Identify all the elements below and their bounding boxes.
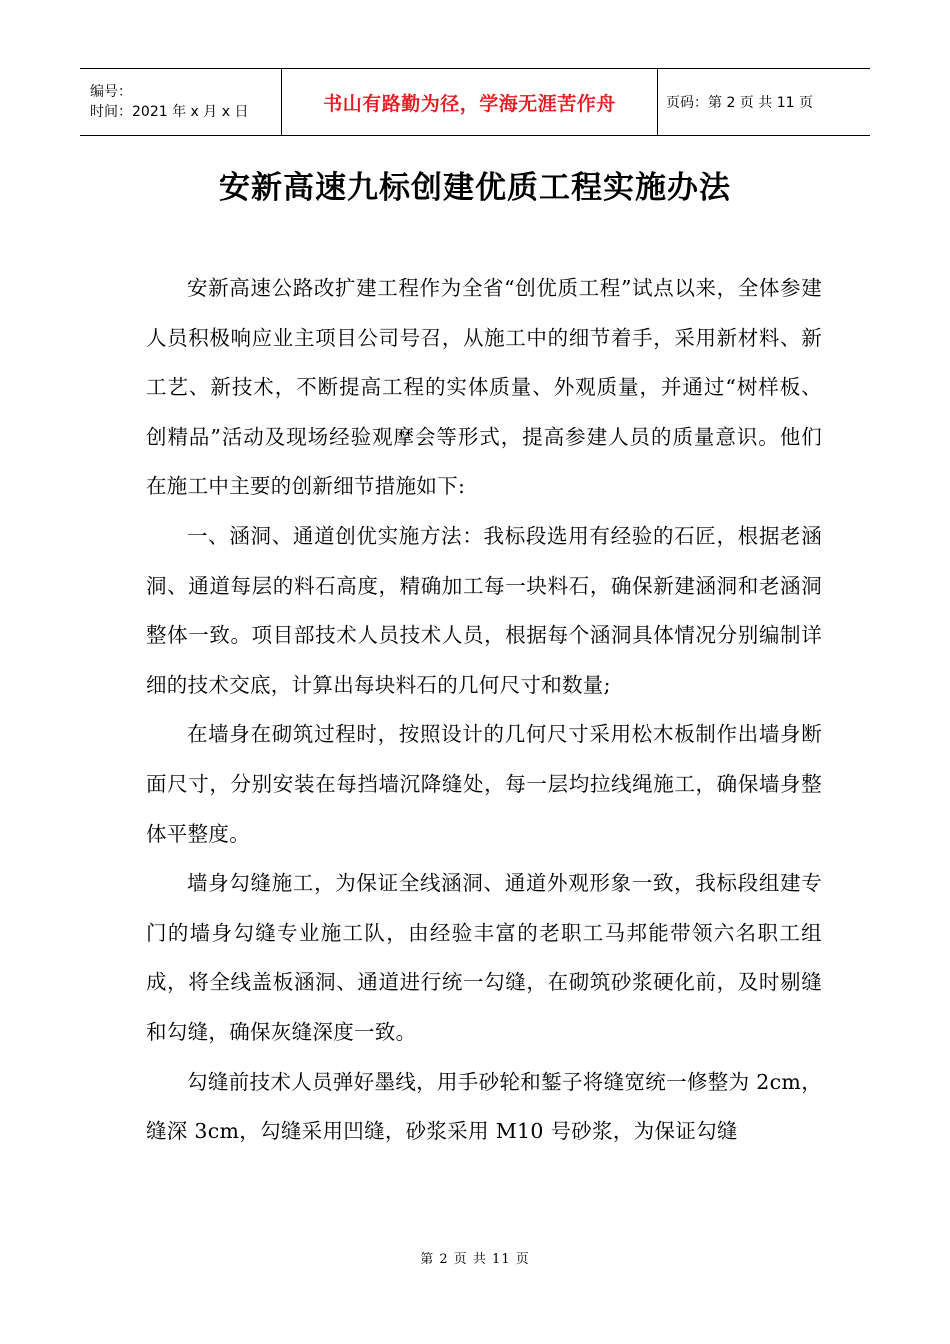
paragraph-wall-pointing: 墙身勾缝施工，为保证全线涵洞、通道外观形象一致，我标段组建专门的墙身勾缝专业施工队，由经验丰富的老职工马邦能带领六名职工组成，将全线盖板涵洞、通道进行统一勾缝，在砌筑砂浆硬化前，及时剔缝和勾缝，确保灰缝深度一致。 <box>146 871 822 1044</box>
document-date: 时间：2021 年 x 月 x 日 <box>90 104 249 120</box>
paragraph-intro: 安新高速公路改扩建工程作为全省“创优质工程”试点以来，全体参建人员积极响应业主项目公司号召，从施工中的细节着手，采用新材料、新工艺、新技术，不断提高工程的实体质量、外观质量，并通过“树样板、创精品”活动及现场经验观摩会等形式，提高参建人员的质量意识。他们在施工中主要的创新细节措施如下: <box>146 276 822 499</box>
paragraph-culvert-method: 一、涵洞、通道创优实施方法：我标段选用有经验的石匠，根据老涵洞、通道每层的料石高度，精确加工每一块料石，确保新建涵洞和老涵洞整体一致。项目部技术人员技术人员，根据每个涵洞具体情况分别编制详细的技术交底，计算出每块料石的几何尺寸和数量; <box>146 523 822 697</box>
header-meta <box>80 69 282 135</box>
paragraph-wall-masonry: 在墙身在砌筑过程时，按照设计的几何尺寸采用松木板制作出墙身断面尺寸，分别安装在每挡墙沉降缝处，每一层均拉线绳施工，确保墙身整体平整度。 <box>146 722 822 846</box>
header-table <box>80 68 870 136</box>
document-number-label: 编号： <box>90 84 132 100</box>
page-footer: 第 2 页 共 11 页 <box>420 1252 530 1267</box>
paragraph-pointing-prep: 勾缝前技术人员弹好墨线，用手砂轮和錾子将缝宽统一修整为 2cm，缝深 3cm，勾缝采用凹缝，砂浆采用 M10 号砂浆，为保证勾缝 <box>146 1069 822 1144</box>
document-body <box>146 264 822 1157</box>
header-motto-cell <box>282 69 658 135</box>
page-number-info: 页码：第 2 页 共 11 页 <box>666 95 813 111</box>
document-title: 安新高速九标创建优质工程实施办法 <box>219 170 731 206</box>
header-motto: 书山有路勤为径，学海无涯苦作舟 <box>323 92 616 115</box>
header-page-info <box>658 69 870 135</box>
